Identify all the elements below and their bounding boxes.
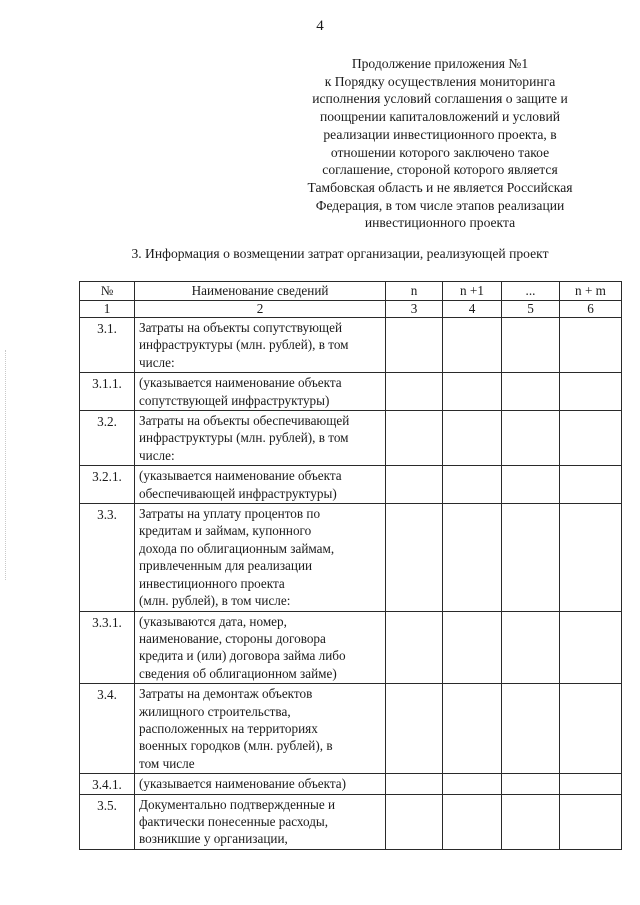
value-cell-n-plus-m <box>560 794 622 849</box>
appendix-header-line: реализации инвестиционного проекта, в <box>323 126 557 142</box>
row-description <box>135 318 386 373</box>
value-cell-n <box>386 411 443 466</box>
table-row <box>80 684 622 774</box>
row-description-line: фактически понесенные расходы, <box>139 813 329 829</box>
row-description-line: том числе <box>139 755 195 771</box>
value-cell-ellipsis <box>502 684 560 774</box>
value-cell-n-plus-1 <box>443 684 502 774</box>
row-description <box>135 794 386 849</box>
column-header-year-n-plus-m: n + m <box>560 282 622 301</box>
value-cell-n-plus-1 <box>443 774 502 794</box>
row-description <box>135 466 386 504</box>
row-description-line: числе: <box>139 354 175 370</box>
column-header-ellipsis: ... <box>502 282 560 301</box>
value-cell-n-plus-m <box>560 373 622 411</box>
row-description-line: военных городков (млн. рублей), в <box>139 738 333 754</box>
value-cell-n-plus-1 <box>443 611 502 684</box>
row-number: 3.4. <box>80 684 135 774</box>
value-cell-n-plus-m <box>560 411 622 466</box>
row-number: 3.1. <box>80 318 135 373</box>
column-header-year-n-plus-1: n +1 <box>443 282 502 301</box>
value-cell-n <box>386 373 443 411</box>
row-description-line: сведения об облигационном займе) <box>139 665 337 681</box>
row-description-line: Затраты на объекты сопутствующей <box>139 320 343 335</box>
value-cell-ellipsis <box>502 611 560 684</box>
value-cell-n <box>386 611 443 684</box>
value-cell-n-plus-m <box>560 318 622 373</box>
value-cell-n <box>386 504 443 611</box>
row-description-line: Затраты на демонтаж объектов <box>139 686 313 702</box>
value-cell-n-plus-m <box>560 504 622 611</box>
appendix-header-line: Продолжение приложения №1 <box>351 56 529 71</box>
appendix-header-line: к Порядку осуществления мониторинга <box>324 73 556 89</box>
row-number: 3.2.1. <box>80 466 135 504</box>
row-description <box>135 774 386 794</box>
column-number: 3 <box>386 301 443 318</box>
value-cell-n-plus-1 <box>443 373 502 411</box>
row-description <box>135 504 386 611</box>
cost-reimbursement-table <box>79 281 622 850</box>
value-cell-n <box>386 794 443 849</box>
column-number: 5 <box>502 301 560 318</box>
section-title: 3. Информация о возмещении затрат организации, реализующей проект <box>131 246 549 261</box>
row-description-line: инвестиционного проекта <box>139 575 285 591</box>
appendix-header-line: Федерация, в том числе этапов реализации <box>315 197 565 213</box>
row-number: 3.3. <box>80 504 135 611</box>
row-description-line: (указывается наименование объекта <box>139 468 342 484</box>
value-cell-n-plus-m <box>560 684 622 774</box>
value-cell-ellipsis <box>502 774 560 794</box>
table-row <box>80 794 622 849</box>
column-number: 6 <box>560 301 622 318</box>
margin-scan-mark <box>5 350 7 580</box>
column-number: 1 <box>80 301 135 318</box>
table-row <box>80 373 622 411</box>
row-description-line: инфраструктуры (млн. рублей), в том <box>139 430 349 446</box>
value-cell-n-plus-1 <box>443 411 502 466</box>
value-cell-ellipsis <box>502 504 560 611</box>
table-row <box>80 504 622 611</box>
row-description-line: привлеченным для реализации <box>139 558 313 574</box>
column-header-year-n: n <box>386 282 443 301</box>
appendix-header-line: Тамбовская область и не является Российская <box>307 179 573 195</box>
row-description-line: обеспечивающей инфраструктуры) <box>139 485 337 501</box>
value-cell-n-plus-m <box>560 774 622 794</box>
row-description-line: инфраструктуры (млн. рублей), в том <box>139 337 349 353</box>
row-description-line: наименование, стороны договора <box>139 630 326 646</box>
row-description-line: (указывается наименование объекта) <box>139 776 347 792</box>
value-cell-ellipsis <box>502 318 560 373</box>
value-cell-n-plus-1 <box>443 466 502 504</box>
column-header-number: № <box>80 282 135 301</box>
row-description-line: возникшие у организации, <box>139 831 288 847</box>
appendix-header-line: исполнения условий соглашения о защите и <box>312 91 568 107</box>
appendix-header-line: инвестиционного проекта <box>364 215 516 231</box>
row-number: 3.4.1. <box>80 774 135 794</box>
table-row <box>80 466 622 504</box>
row-description <box>135 684 386 774</box>
table-row <box>80 611 622 684</box>
column-number: 2 <box>135 301 386 318</box>
appendix-header-line: поощрении капиталовложений и условий <box>319 109 561 125</box>
value-cell-n-plus-1 <box>443 318 502 373</box>
appendix-header-line: соглашение, стороной которого является <box>322 162 558 178</box>
table-row <box>80 774 622 794</box>
column-header-name: Наименование сведений <box>135 282 386 301</box>
row-description-line: (млн. рублей), в том числе: <box>139 593 291 609</box>
row-number: 3.1.1. <box>80 373 135 411</box>
value-cell-n-plus-m <box>560 611 622 684</box>
value-cell-n <box>386 684 443 774</box>
row-description-line: Документально подтвержденные и <box>139 796 336 812</box>
column-number: 4 <box>443 301 502 318</box>
row-description-line: (указываются дата, номер, <box>139 613 287 629</box>
row-description-line: Затраты на объекты обеспечивающей <box>139 413 350 429</box>
row-description-line: числе: <box>139 447 175 463</box>
row-description-line: расположенных на территориях <box>139 720 318 736</box>
value-cell-ellipsis <box>502 794 560 849</box>
row-number: 3.2. <box>80 411 135 466</box>
value-cell-ellipsis <box>502 373 560 411</box>
row-description-line: Затраты на уплату процентов по <box>139 506 321 522</box>
row-number: 3.5. <box>80 794 135 849</box>
row-description-line: кредитам и займам, купонного <box>139 523 312 539</box>
table-header-row <box>80 282 622 301</box>
value-cell-ellipsis <box>502 411 560 466</box>
value-cell-ellipsis <box>502 466 560 504</box>
row-number: 3.3.1. <box>80 611 135 684</box>
row-description-line: кредита и (или) договора займа либо <box>139 648 346 664</box>
row-description <box>135 611 386 684</box>
value-cell-n-plus-1 <box>443 794 502 849</box>
value-cell-n-plus-1 <box>443 504 502 611</box>
table-row <box>80 411 622 466</box>
appendix-header-line: отношении которого заключено такое <box>330 144 550 160</box>
column-number-row <box>80 301 622 318</box>
row-description <box>135 373 386 411</box>
value-cell-n <box>386 466 443 504</box>
row-description-line: дохода по облигационным займам, <box>139 540 335 556</box>
value-cell-n <box>386 774 443 794</box>
row-description-line: жилищного строительства, <box>139 703 291 719</box>
value-cell-n-plus-m <box>560 466 622 504</box>
value-cell-n <box>386 318 443 373</box>
row-description <box>135 411 386 466</box>
row-description-line: (указывается наименование объекта <box>139 375 342 391</box>
row-description-line: сопутствующей инфраструктуры) <box>139 392 330 408</box>
page-number: 4 <box>316 18 324 34</box>
appendix-header <box>280 55 600 232</box>
table-row <box>80 318 622 373</box>
